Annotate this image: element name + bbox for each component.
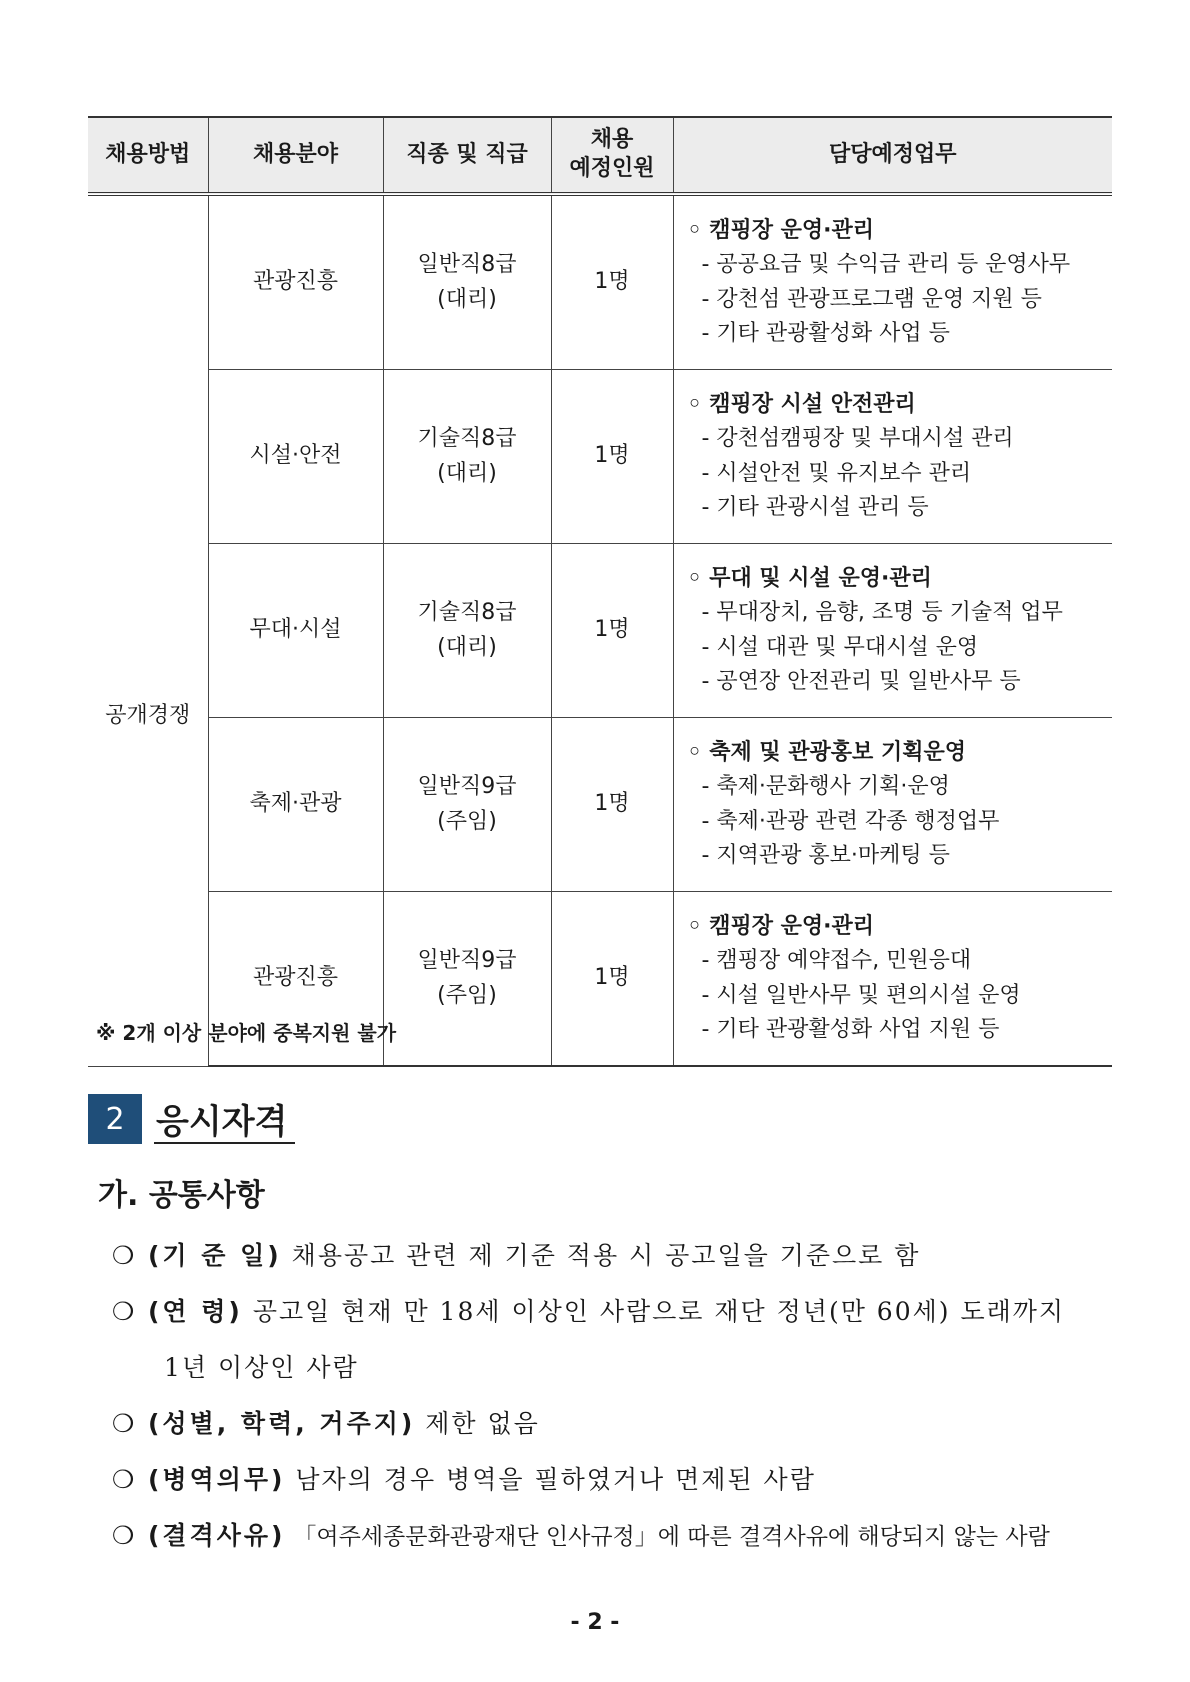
duties-cell: [673, 194, 1112, 370]
count-cell: 1명: [551, 892, 673, 1067]
count-cell: 1명: [551, 370, 673, 544]
item-text: 남자의 경우 병역을 필하였거나 면제된 사람: [295, 1465, 816, 1494]
list-item: [112, 1508, 1112, 1565]
header-duties: 담당예정업무: [673, 117, 1112, 194]
subsection-title: 가. 공통사항: [98, 1178, 265, 1213]
item-label: (결격사유): [148, 1521, 286, 1550]
header-grade: 직종 및 직급: [383, 117, 551, 194]
item-text: 채용공고 관련 제 기준 적용 시 공고일을 기준으로 함: [291, 1241, 921, 1270]
list-item: [112, 1452, 1112, 1508]
duty-item: - 기타 관광활성화 사업 등: [701, 320, 950, 346]
header-method: 채용방법: [88, 117, 208, 194]
header-count: 채용 예정인원: [551, 117, 673, 194]
table-row: [88, 370, 1112, 544]
field-cell: 관광진흥: [208, 194, 383, 370]
duty-item: - 기타 관광활성화 사업 지원 등: [701, 1016, 1000, 1042]
item-label: (기 준 일): [148, 1241, 282, 1270]
count-cell: 1명: [551, 718, 673, 892]
duty-item: - 공공요금 및 수익금 관리 등 운영사무: [701, 252, 1071, 278]
item-continuation: 1년 이상인 사람: [164, 1353, 359, 1382]
duty-item: - 무대장치, 음향, 조명 등 기술적 업무: [701, 600, 1063, 626]
table-note: ※ 2개 이상 분야에 중복지원 불가: [96, 1021, 397, 1045]
duties-cell: [673, 892, 1112, 1067]
table-header-row: [88, 117, 1112, 194]
section-heading: [88, 1094, 295, 1144]
header-field: 채용분야: [208, 117, 383, 194]
item-text: 공고일 현재 만 18세 이상인 사람으로 재단 정년(만 60세) 도래까지: [252, 1297, 1066, 1326]
duty-heading: ◦ 캠핑장 시설 안전관리: [687, 392, 916, 418]
duty-item: - 강천섬캠핑장 및 부대시설 관리: [701, 426, 1014, 452]
duty-item: - 축제·문화행사 기획·운영: [701, 774, 950, 800]
grade-cell: 기술직8급 (대리): [383, 544, 551, 718]
field-cell: 관광진흥: [208, 892, 383, 1067]
list-item: [112, 1228, 1112, 1284]
duty-heading: ◦ 무대 및 시설 운영·관리: [687, 566, 932, 592]
duties-cell: [673, 370, 1112, 544]
item-text: 「여주세종문화관광재단 인사규정」에 따른 결격사유에 해당되지 않는 사람: [293, 1524, 1050, 1550]
duty-item: - 강천섬 관광프로그램 운영 지원 등: [701, 286, 1042, 312]
duty-item: - 캠핑장 예약접수, 민원응대: [701, 948, 972, 974]
field-cell: 무대·시설: [208, 544, 383, 718]
grade-cell: 일반직8급 (대리): [383, 194, 551, 370]
page-number: - 2 -: [570, 1610, 620, 1635]
duty-item: - 축제·관광 관련 각종 행정업무: [701, 808, 1000, 834]
qualification-list: [112, 1228, 1112, 1565]
item-label: (병역의무): [148, 1465, 286, 1494]
grade-cell: 일반직9급 (주임): [383, 892, 551, 1067]
table-row: [88, 718, 1112, 892]
method-cell: 공개경쟁: [88, 194, 208, 1066]
duties-cell: [673, 718, 1112, 892]
circle-bullet-icon: ❍: [112, 1465, 137, 1494]
list-item: [112, 1284, 1112, 1396]
duty-item: - 시설 대관 및 무대시설 운영: [701, 634, 979, 660]
recruitment-table: [88, 116, 1112, 1067]
circle-bullet-icon: ❍: [112, 1521, 135, 1550]
grade-cell: 기술직8급 (대리): [383, 370, 551, 544]
grade-cell: 일반직9급 (주임): [383, 718, 551, 892]
item-text: 제한 없음: [425, 1409, 540, 1438]
duty-heading: ◦ 축제 및 관광홍보 기획운영: [687, 740, 966, 766]
table-row: [88, 544, 1112, 718]
duty-heading: ◦ 캠핑장 운영·관리: [687, 914, 875, 940]
field-cell: 축제·관광: [208, 718, 383, 892]
duty-item: - 지역관광 홍보·마케팅 등: [701, 842, 950, 868]
duties-cell: [673, 544, 1112, 718]
list-item: [112, 1396, 1112, 1452]
circle-bullet-icon: ❍: [112, 1241, 137, 1270]
count-cell: 1명: [551, 194, 673, 370]
section-title: 응시자격: [154, 1094, 295, 1144]
duty-heading: ◦ 캠핑장 운영·관리: [687, 218, 875, 244]
count-cell: 1명: [551, 544, 673, 718]
circle-bullet-icon: ❍: [112, 1409, 137, 1438]
item-label: (성별, 학력, 거주지): [148, 1409, 416, 1438]
duty-item: - 시설안전 및 유지보수 관리: [701, 460, 972, 486]
circle-bullet-icon: ❍: [112, 1297, 137, 1326]
field-cell: 시설·안전: [208, 370, 383, 544]
table-row: [88, 194, 1112, 370]
duty-item: - 공연장 안전관리 및 일반사무 등: [701, 668, 1021, 694]
section-number: 2: [88, 1094, 142, 1144]
duty-item: - 기타 관광시설 관리 등: [701, 494, 929, 520]
duty-item: - 시설 일반사무 및 편의시설 운영: [701, 982, 1021, 1008]
item-label: (연 령): [148, 1297, 243, 1326]
